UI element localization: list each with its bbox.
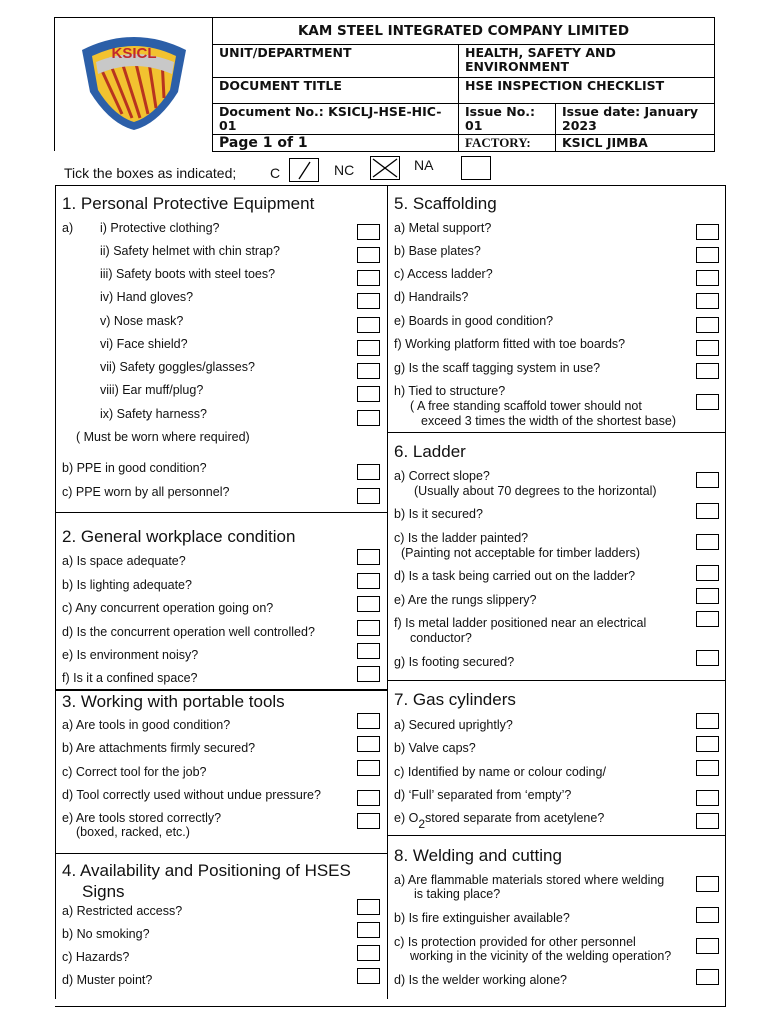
- issue-number: Issue No.: 01: [459, 104, 556, 135]
- checkbox-s3-b[interactable]: [357, 736, 380, 752]
- checkbox-s8-c[interactable]: [696, 938, 719, 954]
- legend-na-box: [461, 156, 491, 180]
- checkbox-s2-b[interactable]: [357, 573, 380, 589]
- section-7-title: 7. Gas cylinders: [394, 690, 516, 709]
- center-divider: [387, 185, 388, 999]
- s4-item-b: b) No smoking?: [62, 927, 150, 941]
- checkbox-s5-d[interactable]: [696, 293, 719, 309]
- checkbox-s1-iii[interactable]: [357, 270, 380, 286]
- checkbox-s7-e[interactable]: [696, 813, 719, 829]
- checkbox-s1-vii[interactable]: [357, 363, 380, 379]
- unit-label: UNIT/DEPARTMENT: [213, 45, 459, 78]
- s5-item-h-sub2: exceed 3 times the width of the shortest base): [421, 414, 676, 428]
- s6-item-b: b) Is it secured?: [394, 507, 483, 521]
- checkbox-s7-c[interactable]: [696, 760, 719, 776]
- checkbox-s1-ii[interactable]: [357, 247, 380, 263]
- checkbox-s8-a[interactable]: [696, 876, 719, 892]
- s5-item-h-sub1: ( A free standing scaffold tower should not: [410, 399, 642, 413]
- s1-item-ii: ii) Safety helmet with chin strap?: [100, 244, 280, 258]
- checkbox-s1-iv[interactable]: [357, 293, 380, 309]
- s6-item-c-sub: (Painting not acceptable for timber ladders): [401, 546, 641, 560]
- divider-s1-s2: [55, 512, 387, 513]
- right-border: [725, 185, 726, 1007]
- s3-item-e: e) Are tools stored correctly?: [62, 811, 222, 825]
- checkbox-s2-a[interactable]: [357, 549, 380, 565]
- s3-item-c: c) Correct tool for the job?: [62, 765, 207, 779]
- s7-item-e-subscript: 2: [418, 817, 425, 831]
- checkbox-s3-d[interactable]: [357, 790, 380, 806]
- document-header-table: [212, 17, 715, 152]
- s2-item-c: c) Any concurrent operation going on?: [62, 601, 274, 615]
- s5-item-f: f) Working platform fitted with toe boards?: [394, 337, 626, 351]
- divider-s3-s4: [55, 853, 387, 854]
- s8-item-b: b) Is fire extinguisher available?: [394, 911, 570, 925]
- factory-label: FACTORY:: [459, 135, 556, 152]
- s2-item-e: e) Is environment noisy?: [62, 648, 199, 662]
- s3-item-d: d) Tool correctly used without undue pressure?: [62, 788, 321, 802]
- s8-item-a-sub: is taking place?: [414, 887, 501, 901]
- s2-item-b: b) Is lighting adequate?: [62, 578, 192, 592]
- checkbox-s7-d[interactable]: [696, 790, 719, 806]
- checkbox-s2-c[interactable]: [357, 596, 380, 612]
- checkbox-s6-a[interactable]: [696, 472, 719, 488]
- s1-note: ( Must be worn where required): [76, 430, 250, 444]
- s1-a-prefix: a): [62, 221, 74, 235]
- s2-item-a: a) Is space adequate?: [62, 554, 186, 568]
- checkbox-s1-c[interactable]: [357, 488, 380, 504]
- checkbox-s6-g[interactable]: [696, 650, 719, 666]
- s1-item-vii: vii) Safety goggles/glasses?: [100, 360, 255, 374]
- checkbox-s5-e[interactable]: [696, 317, 719, 333]
- checkbox-s8-d[interactable]: [696, 969, 719, 985]
- s3-item-a: a) Are tools in good condition?: [62, 718, 231, 732]
- section-4-title-line1: 4. Availability and Positioning of HSES: [62, 861, 351, 880]
- checkbox-s3-c[interactable]: [357, 760, 380, 776]
- checkbox-s7-a[interactable]: [696, 713, 719, 729]
- legend-c-box: [289, 158, 319, 182]
- legend-c-label: C: [270, 165, 281, 181]
- checkbox-s6-e[interactable]: [696, 588, 719, 604]
- checkbox-s1-i[interactable]: [357, 224, 380, 240]
- s7-item-c: c) Identified by name or colour coding/: [394, 765, 606, 779]
- section-2-title: 2. General workplace condition: [62, 527, 296, 546]
- logo-text: KSICL: [111, 45, 157, 62]
- checkbox-s7-b[interactable]: [696, 736, 719, 752]
- section-4-title-line2: Signs: [82, 882, 125, 901]
- s6-item-c: c) Is the ladder painted?: [394, 531, 529, 545]
- s6-item-g: g) Is footing secured?: [394, 655, 515, 669]
- checkbox-s2-e[interactable]: [357, 643, 380, 659]
- s1-item-iii: iii) Safety boots with steel toes?: [100, 267, 276, 281]
- section-1-title: 1. Personal Protective Equipment: [62, 194, 315, 213]
- section-5-title: 5. Scaffolding: [394, 194, 497, 213]
- divider-s7-s8: [387, 835, 725, 836]
- checkbox-s6-c[interactable]: [696, 534, 719, 550]
- s2-item-f: f) Is it a confined space?: [62, 671, 198, 685]
- checkbox-s5-g[interactable]: [696, 363, 719, 379]
- s6-item-a-sub: (Usually about 70 degrees to the horizontal): [414, 484, 657, 498]
- s1-item-ix: ix) Safety harness?: [100, 407, 207, 421]
- issue-date: Issue date: January 2023: [556, 104, 715, 135]
- body-top-border: [55, 185, 725, 186]
- divider-s6-s7: [387, 680, 725, 681]
- page-number: Page 1 of 1: [213, 135, 459, 152]
- s3-item-b: b) Are attachments firmly secured?: [62, 741, 256, 755]
- checkbox-s5-b[interactable]: [696, 247, 719, 263]
- s5-item-h: h) Tied to structure?: [394, 384, 506, 398]
- legend-nc-box: [370, 156, 400, 180]
- s7-item-b: b) Valve caps?: [394, 741, 476, 755]
- s8-item-c-sub: working in the vicinity of the welding operation?: [410, 949, 672, 963]
- section-6-title: 6. Ladder: [394, 442, 466, 461]
- s7-item-e: [394, 811, 604, 832]
- s2-item-d: d) Is the concurrent operation well controlled?: [62, 625, 315, 639]
- s7-item-e-rest: stored separate from acetylene?: [425, 811, 605, 825]
- company-name: KAM STEEL INTEGRATED COMPANY LIMITED: [213, 18, 715, 45]
- checkbox-s5-a[interactable]: [696, 224, 719, 240]
- section-3-title: 3. Working with portable tools: [62, 692, 285, 711]
- checkbox-s1-b[interactable]: [357, 464, 380, 480]
- checkbox-s1-vi[interactable]: [357, 340, 380, 356]
- s1-item-iv: iv) Hand gloves?: [100, 290, 194, 304]
- checkbox-s6-b[interactable]: [696, 503, 719, 519]
- checkbox-s2-d[interactable]: [357, 620, 380, 636]
- checkbox-s4-c[interactable]: [357, 945, 380, 961]
- s6-item-a: a) Correct slope?: [394, 469, 490, 483]
- factory-value: KSICL JIMBA: [556, 135, 715, 152]
- cross-mark-icon: [371, 157, 399, 179]
- s1-item-i: i) Protective clothing?: [100, 221, 220, 235]
- checkbox-s1-v[interactable]: [357, 317, 380, 333]
- s5-item-d: d) Handrails?: [394, 290, 469, 304]
- left-border: [55, 185, 56, 999]
- s8-item-c: c) Is protection provided for other personnel: [394, 935, 636, 949]
- divider-s5-s6: [387, 432, 725, 433]
- s4-item-a: a) Restricted access?: [62, 904, 183, 918]
- section-8-title: 8. Welding and cutting: [394, 846, 562, 865]
- s1-item-b: b) PPE in good condition?: [62, 461, 207, 475]
- checkbox-s1-viii[interactable]: [357, 386, 380, 402]
- company-logo: [78, 28, 190, 132]
- s5-item-a: a) Metal support?: [394, 221, 492, 235]
- s4-item-d: d) Muster point?: [62, 973, 153, 987]
- divider-s2-s3: [55, 689, 387, 691]
- s7-item-e-prefix: e) O: [394, 811, 419, 825]
- checkbox-s2-f[interactable]: [357, 666, 380, 682]
- s7-item-d: d) ‘Full’ separated from ‘empty’?: [394, 788, 572, 802]
- checkbox-s6-f[interactable]: [696, 611, 719, 627]
- checkbox-s4-a[interactable]: [357, 899, 380, 915]
- legend-nc-label: NC: [334, 162, 355, 178]
- s6-item-d: d) Is a task being carried out on the ladder?: [394, 569, 636, 583]
- checkbox-s5-h[interactable]: [696, 394, 719, 410]
- document-number: Document No.: KSICLJ-HSE-HIC-01: [213, 104, 459, 135]
- checkbox-s8-b[interactable]: [696, 907, 719, 923]
- body-bottom-border: [55, 1006, 725, 1007]
- s1-item-v: v) Nose mask?: [100, 314, 184, 328]
- s8-item-a: a) Are flammable materials stored where welding: [394, 873, 665, 887]
- checkbox-s5-c[interactable]: [696, 270, 719, 286]
- checkbox-s1-ix[interactable]: [357, 410, 380, 426]
- doc-title-value: HSE INSPECTION CHECKLIST: [459, 78, 715, 104]
- tick-mark-icon: [290, 159, 318, 181]
- tick-legend: [64, 157, 504, 186]
- checkbox-s5-f[interactable]: [696, 340, 719, 356]
- s4-item-c: c) Hazards?: [62, 950, 130, 964]
- s5-item-b: b) Base plates?: [394, 244, 481, 258]
- checkbox-s4-d[interactable]: [357, 968, 380, 984]
- s6-item-e: e) Are the rungs slippery?: [394, 593, 537, 607]
- checkbox-s4-b[interactable]: [357, 922, 380, 938]
- s3-item-e-sub: (boxed, racked, etc.): [76, 825, 190, 839]
- checkbox-s6-d[interactable]: [696, 565, 719, 581]
- s7-item-a: a) Secured uprightly?: [394, 718, 513, 732]
- s1-item-c: c) PPE worn by all personnel?: [62, 485, 230, 499]
- doc-title-label: DOCUMENT TITLE: [213, 78, 459, 104]
- s6-item-f: f) Is metal ladder positioned near an electrical: [394, 616, 647, 630]
- legend-na-label: NA: [414, 157, 434, 173]
- s1-item-viii: viii) Ear muff/plug?: [100, 383, 204, 397]
- checkbox-s3-e[interactable]: [357, 813, 380, 829]
- s5-item-c: c) Access ladder?: [394, 267, 493, 281]
- s1-item-vi: vi) Face shield?: [100, 337, 188, 351]
- checkbox-s3-a[interactable]: [357, 713, 380, 729]
- s6-item-f-sub: conductor?: [410, 631, 472, 645]
- s5-item-g: g) Is the scaff tagging system in use?: [394, 361, 601, 375]
- s8-item-d: d) Is the welder working alone?: [394, 973, 568, 987]
- s5-item-e: e) Boards in good condition?: [394, 314, 554, 328]
- tick-instruction: Tick the boxes as indicated;: [64, 165, 237, 181]
- unit-value: HEALTH, SAFETY AND ENVIRONMENT: [459, 45, 715, 78]
